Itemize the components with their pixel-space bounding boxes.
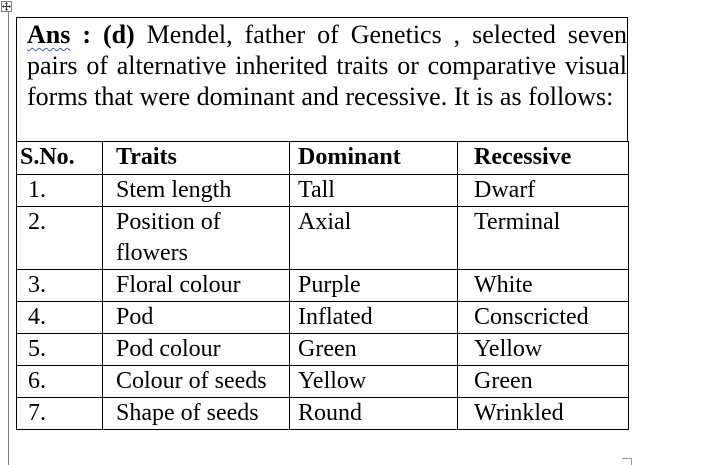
cell-sno[interactable]: 1. [17, 175, 103, 207]
table-move-handle-icon[interactable] [1, 1, 12, 12]
cell-trait[interactable]: Colour of seeds [103, 366, 290, 398]
cell-trait[interactable]: Pod [103, 302, 290, 334]
cell-recessive[interactable]: White [458, 270, 629, 302]
cell-dominant[interactable]: Purple [290, 270, 458, 302]
answer-prefix [27, 20, 135, 49]
cell-trait[interactable]: Shape of seeds [103, 398, 290, 430]
cell-sno[interactable]: 2. [17, 207, 103, 270]
cell-sno[interactable]: 3. [17, 270, 103, 302]
table-resize-corner [622, 458, 632, 465]
cell-sno[interactable]: 7. [17, 398, 103, 430]
cell-dominant[interactable]: Green [290, 334, 458, 366]
answer-paragraph [27, 18, 627, 112]
cell-dominant[interactable]: Axial [290, 207, 458, 270]
header-traits[interactable]: Traits [103, 142, 290, 175]
cell-dominant[interactable]: Tall [290, 175, 458, 207]
table-header-row [17, 142, 629, 175]
header-dominant[interactable]: Dominant [290, 142, 458, 175]
cell-recessive[interactable]: Yellow [458, 334, 629, 366]
cell-sno[interactable]: 5. [17, 334, 103, 366]
cell-dominant[interactable]: Round [290, 398, 458, 430]
cell-recessive[interactable]: Wrinkled [458, 398, 629, 430]
table-row [17, 334, 629, 366]
cell-recessive[interactable]: Terminal [458, 207, 629, 270]
table-row [17, 302, 629, 334]
cell-dominant[interactable]: Yellow [290, 366, 458, 398]
cell-trait[interactable]: Floral colour [103, 270, 290, 302]
answer-option: (d) [102, 20, 135, 49]
cell-trait[interactable]: Pod colour [103, 334, 290, 366]
cell-sno[interactable]: 4. [17, 302, 103, 334]
cell-dominant[interactable]: Inflated [290, 302, 458, 334]
answer-box [16, 17, 628, 142]
page-margin-line [8, 12, 9, 465]
cell-recessive[interactable]: Dwarf [458, 175, 629, 207]
answer-cell[interactable] [17, 18, 628, 142]
header-sno[interactable]: S.No. [17, 142, 103, 175]
header-recessive[interactable]: Recessive [458, 142, 629, 175]
cell-recessive[interactable]: Green [458, 366, 629, 398]
table-row [17, 398, 629, 430]
table-row [17, 207, 629, 270]
cell-trait[interactable]: Position of flowers [103, 207, 290, 270]
answer-body: Mendel, father of Genetics , selected seven pairs of alternative inherited traits or comparative visual forms that were dominant and recessive. It is as follows: [27, 20, 627, 111]
cell-recessive[interactable]: Conscricted [458, 302, 629, 334]
answer-separator: : [70, 20, 103, 49]
cell-trait[interactable]: Stem length [103, 175, 290, 207]
table-row [17, 366, 629, 398]
table-row [17, 270, 629, 302]
table-row [17, 175, 629, 207]
cell-sno[interactable]: 6. [17, 366, 103, 398]
traits-table [16, 141, 629, 430]
answer-label: Ans [27, 20, 71, 49]
